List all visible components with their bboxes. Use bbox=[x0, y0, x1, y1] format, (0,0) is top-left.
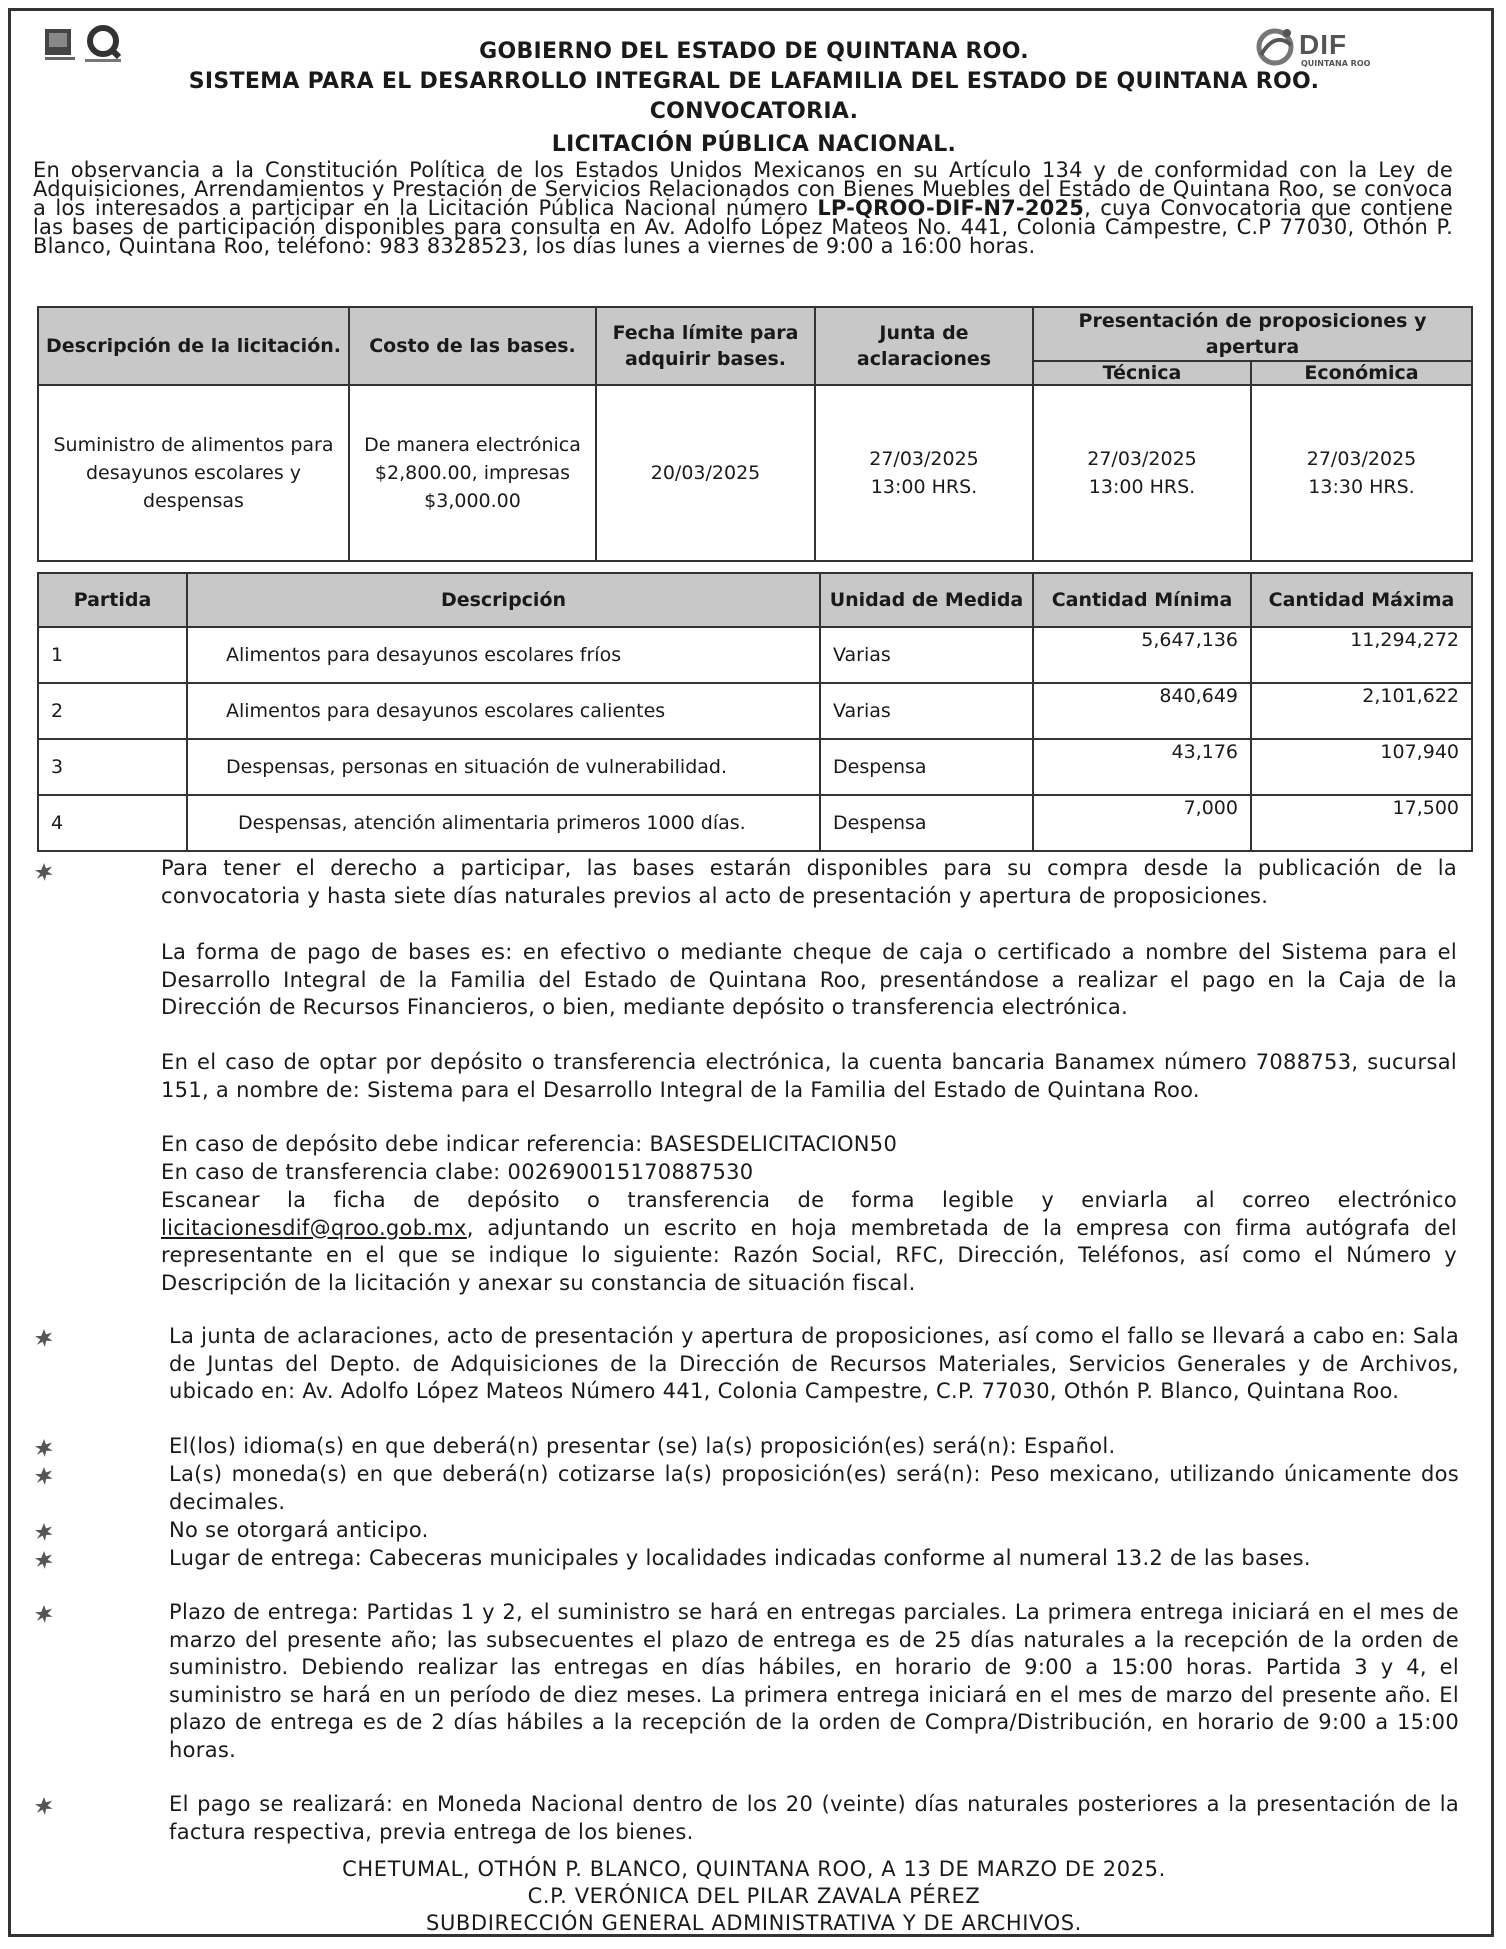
table-row bbox=[38, 683, 1472, 739]
cell-unidad: Varias bbox=[820, 627, 1033, 683]
paragraph-junta: La junta de aclaraciones, acto de presentación y apertura de proposiciones, así como el fallo se llevará a cabo en: Sala de Juntas del Depto. de Adquisiciones de la Dirección de Recursos Materiales, Servicios Generales y de Archivos, ubicado en: Av. Adolfo López Mateos Número 441, Colonia Campestre, C.P. 77030, Othón P. Blanco, Quintana Roo. bbox=[169, 1324, 1459, 1403]
cell-economica bbox=[1251, 385, 1472, 561]
header-partida: Partida bbox=[38, 573, 187, 627]
header-unidad: Unidad de Medida bbox=[820, 573, 1033, 627]
economica-hora: 13:30 HRS. bbox=[1308, 476, 1415, 498]
cell-maxima: 17,500 bbox=[1251, 795, 1472, 851]
intro-text-1: En observancia a la Constitución Política de los Estados Unidos Mexicanos en su Artículo 134 y de conformidad con la Ley de Adquisiciones, Arrendamientos y Prestación de Servicios Relacionados con Bienes Muebles del Estado de Quintana Roo, se convoca a los interesados a participar en la Licitación Pública Nacional número bbox=[33, 158, 1453, 220]
table-row bbox=[38, 795, 1472, 851]
paragraph-anticipo: No se otorgará anticipo. bbox=[169, 1518, 429, 1542]
intro-paragraph bbox=[33, 158, 1453, 258]
paragraph-moneda: La(s) moneda(s) en que deberá(n) cotizarse la(s) proposición(es) será(n): Peso mexicano, utilizando únicamente dos decimales. bbox=[169, 1462, 1459, 1514]
cell-junta bbox=[815, 385, 1033, 561]
paragraph-pago: El pago se realizará: en Moneda Nacional dentro de los 20 (veinte) días naturales posteriores a la presentación de la factura respectiva, previa entrega de los bienes. bbox=[169, 1792, 1459, 1844]
licitacion-number: LP-QROO-DIF-N7-2025 bbox=[817, 196, 1085, 220]
cell-unidad: Varias bbox=[820, 683, 1033, 739]
partidas-table bbox=[37, 572, 1473, 852]
table-row bbox=[38, 739, 1472, 795]
junta-fecha: 27/03/2025 bbox=[869, 448, 979, 470]
header-presentacion: Presentación de proposiciones y apertura bbox=[1033, 307, 1472, 361]
footer-department: SUBDIRECCIÓN GENERAL ADMINISTRATIVA Y DE ARCHIVOS. bbox=[426, 1911, 1082, 1935]
header-economica: Económica bbox=[1251, 361, 1472, 385]
tecnica-fecha: 27/03/2025 bbox=[1087, 448, 1197, 470]
cell-minima: 5,647,136 bbox=[1033, 627, 1251, 683]
cell-fecha: 20/03/2025 bbox=[596, 385, 815, 561]
bullet-icon bbox=[35, 863, 61, 883]
document-page bbox=[8, 8, 1494, 1937]
bullet-icon bbox=[35, 1797, 61, 1817]
paragraph-idioma: El(los) idioma(s) en que deberá(n) presentar (se) la(s) proposición(es) será(n): Español. bbox=[169, 1434, 1116, 1458]
paragraph-escanear bbox=[161, 1187, 1457, 1297]
cell-minima: 840,649 bbox=[1033, 683, 1251, 739]
cell-minima: 43,176 bbox=[1033, 739, 1251, 795]
header-system: SISTEMA PARA EL DESARROLLO INTEGRAL DE LAFAMILIA DEL ESTADO DE QUINTANA ROO. bbox=[188, 69, 1320, 94]
cell-unidad: Despensa bbox=[820, 795, 1033, 851]
paragraph-forma-pago: La forma de pago de bases es: en efectivo o mediante cheque de caja o certificado a nombre del Sistema para el Desarrollo Integral de la Familia del Estado de Quintana Roo, presentándose a realizar el pago en la Caja de la Dirección de Recursos Financieros, o bien, mediante depósito o transferencia electrónica. bbox=[161, 940, 1457, 1019]
bullet-icon bbox=[35, 1329, 61, 1349]
intro-text-2: , cuya Convocatoria que contiene las bases de participación disponibles para consulta en Av. Adolfo López Mateos No. 441, Colonia Campestre, C.P 77030, Othón P. Blanco, Quintana Roo, teléfono: 983 8328523, los días lunes a viernes de 9:00 a 16:00 horas. bbox=[33, 196, 1453, 258]
junta-hora: 13:00 HRS. bbox=[870, 476, 978, 498]
paragraph-referencia: En caso de depósito debe indicar referencia: BASESDELICITACION50 bbox=[161, 1132, 898, 1156]
header-convocatoria: CONVOCATORIA. bbox=[649, 99, 859, 124]
bullet-icon bbox=[35, 1467, 61, 1487]
cell-costo: De manera electrónica $2,800.00, impresas $3,000.00 bbox=[349, 385, 596, 561]
cell-tecnica bbox=[1033, 385, 1251, 561]
bullet-icon bbox=[35, 1551, 61, 1571]
cell-unidad: Despensa bbox=[820, 739, 1033, 795]
escanear-text-2: , adjuntando un escrito en hoja membretada de la empresa con firma autógrafa del representante en el que se indique lo siguiente: Razón Social, RFC, Dirección, Teléfonos, así como el Número y Descripción de la licitación y anexar su constancia de situación fiscal. bbox=[161, 1215, 1457, 1295]
cell-partida: 3 bbox=[38, 739, 187, 795]
cell-descripcion: Despensas, atención alimentaria primeros 1000 días. bbox=[187, 795, 820, 851]
header-fecha-limite: Fecha límite para adquirir bases. bbox=[596, 307, 815, 385]
bullet-icon bbox=[35, 1605, 61, 1625]
dif-logo-subtext: QUINTANA ROO bbox=[1301, 59, 1371, 68]
email-link[interactable]: licitacionesdif@qroo.gob.mx bbox=[161, 1215, 467, 1240]
cell-minima: 7,000 bbox=[1033, 795, 1251, 851]
header-descripcion-partida: Descripción bbox=[187, 573, 820, 627]
footer-signatory: C.P. VERÓNICA DEL PILAR ZAVALA PÉREZ bbox=[527, 1884, 981, 1908]
cell-descripcion: Suministro de alimentos para desayunos escolares y despensas bbox=[38, 385, 349, 561]
cell-maxima: 107,940 bbox=[1251, 739, 1472, 795]
dif-logo-text: DIF bbox=[1299, 29, 1348, 60]
cell-partida: 4 bbox=[38, 795, 187, 851]
cell-maxima: 11,294,272 bbox=[1251, 627, 1472, 683]
paragraph-plazo-entrega: Plazo de entrega: Partidas 1 y 2, el suministro se hará en entregas parciales. La primera entrega iniciará en el mes de marzo del presente año; las subsecuentes el plazo de entrega es de 25 días naturales a la recepción de la orden de suministro. Debiendo realizar las entregas en días hábiles, en horario de 9:00 a 15:00 horas. Partida 3 y 4, el suministro se hará en un período de diez meses. La primera entrega iniciará en el mes de marzo del presente año. El plazo de entrega es de 2 días hábiles a la recepción de la orden de Compra/Distribución, en horario de 9:00 a 15:00 horas. bbox=[169, 1600, 1459, 1762]
header-junta: Junta de aclaraciones bbox=[815, 307, 1033, 385]
escanear-text-1: Escanear la ficha de depósito o transferencia de forma legible y enviarla al correo electrónico bbox=[161, 1188, 1457, 1212]
bullet-icon bbox=[35, 1523, 61, 1543]
cell-maxima: 2,101,622 bbox=[1251, 683, 1472, 739]
paragraph-cuenta-bancaria: En el caso de optar por depósito o transferencia electrónica, la cuenta bancaria Banamex número 7088753, sucursal 151, a nombre de: Sistema para el Desarrollo Integral de la Familia del Estado de Quintana Roo. bbox=[161, 1050, 1457, 1102]
bullet-icon bbox=[35, 1439, 61, 1459]
cell-partida: 2 bbox=[38, 683, 187, 739]
cell-partida: 1 bbox=[38, 627, 187, 683]
paragraph-participar: Para tener el derecho a participar, las bases estarán disponibles para su compra desde la publicación de la convocatoria y hasta siete días naturales previos al acto de presentación y apertura de proposiciones. bbox=[161, 856, 1457, 908]
header-government: GOBIERNO DEL ESTADO DE QUINTANA ROO. bbox=[479, 39, 1029, 64]
table-row bbox=[38, 627, 1472, 683]
licitacion-table bbox=[37, 306, 1473, 562]
footer-place-date: CHETUMAL, OTHÓN P. BLANCO, QUINTANA ROO, A 13 DE MARZO DE 2025. bbox=[342, 1857, 1166, 1881]
cell-descripcion: Alimentos para desayunos escolares calientes bbox=[187, 683, 820, 739]
header-descripcion: Descripción de la licitación. bbox=[38, 307, 349, 385]
header-tecnica: Técnica bbox=[1033, 361, 1251, 385]
header-minima: Cantidad Mínima bbox=[1033, 573, 1251, 627]
cell-descripcion: Despensas, personas en situación de vulnerabilidad. bbox=[187, 739, 820, 795]
header-licitacion: LICITACIÓN PÚBLICA NACIONAL. bbox=[551, 132, 957, 157]
economica-fecha: 27/03/2025 bbox=[1306, 448, 1417, 470]
header-costo: Costo de las bases. bbox=[349, 307, 596, 385]
paragraph-lugar-entrega: Lugar de entrega: Cabeceras municipales y localidades indicadas conforme al numeral 13.2 de las bases. bbox=[169, 1546, 1311, 1570]
tecnica-hora: 13:00 HRS. bbox=[1088, 476, 1196, 498]
table-row bbox=[38, 385, 1472, 561]
header-maxima: Cantidad Máxima bbox=[1251, 573, 1472, 627]
paragraph-clabe: En caso de transferencia clabe: 002690015170887530 bbox=[161, 1160, 754, 1184]
cell-descripcion: Alimentos para desayunos escolares fríos bbox=[187, 627, 820, 683]
